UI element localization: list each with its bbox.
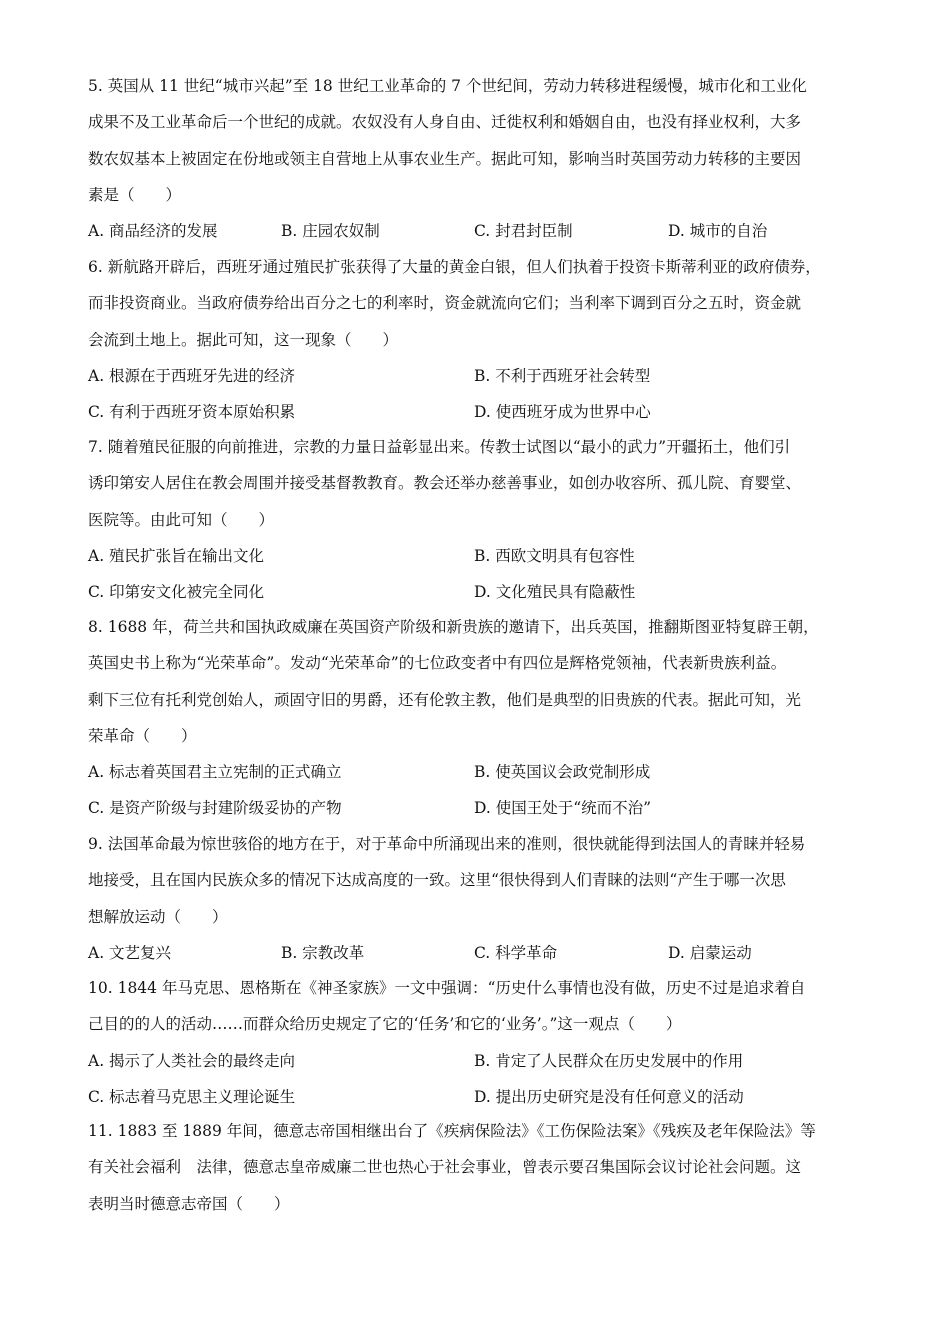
option-b: B. 宗教改革 bbox=[281, 943, 365, 962]
options-row bbox=[88, 538, 868, 574]
option-d: D. 文化殖民具有隐蔽性 bbox=[474, 582, 636, 601]
option-b: B. 肯定了人民群众在历史发展中的作用 bbox=[474, 1051, 744, 1070]
options-row bbox=[88, 213, 868, 249]
options-row bbox=[88, 790, 868, 826]
question-text-line: 有关社会福利 法律，德意志皇帝威廉二世也热心于社会事业，曾表示要召集国际会议讨论社会问题。这 bbox=[88, 1158, 802, 1177]
question-5 bbox=[88, 68, 868, 249]
question-text-line: 想解放运动（ ） bbox=[88, 907, 228, 926]
option-a: A. 商品经济的发展 bbox=[88, 222, 218, 241]
option-c: C. 标志着马克思主义理论诞生 bbox=[88, 1087, 296, 1106]
question-text-line: 荣革命（ ） bbox=[88, 726, 197, 745]
question-text-line: 8. 1688 年，荷兰共和国执政威廉在英国资产阶级和新贵族的邀请下，出兵英国，推翻斯图亚特复辟王朝， bbox=[88, 618, 819, 636]
question-text-line: 10. 1844 年马克思、恩格斯在《神圣家族》一文中强调：“历史什么事情也没有做，历史不过是追求着自 bbox=[88, 979, 806, 997]
option-d: D. 提出历史研究是没有任何意义的活动 bbox=[474, 1087, 744, 1106]
option-d: D. 城市的自治 bbox=[668, 222, 768, 241]
options-row bbox=[88, 935, 868, 971]
question-8 bbox=[88, 609, 868, 826]
question-text-line: 己目的的人的活动……而群众给历史规定了它的‘任务’和它的‘业务’。”这一观点（ ） bbox=[88, 1015, 682, 1034]
option-c: C. 印第安文化被完全同化 bbox=[88, 582, 265, 601]
question-text-line: 地接受，且在国内民族众多的情况下达成高度的一致。这里“很快得到人们青睐的法则“产生于哪一次思 bbox=[88, 871, 786, 890]
options-row bbox=[88, 394, 868, 430]
question-9 bbox=[88, 826, 868, 971]
options-row bbox=[88, 358, 868, 394]
question-text-line: 6. 新航路开辟后，西班牙通过殖民扩张获得了大量的黄金白银，但人们执着于投资卡斯蒂利亚的政府债券， bbox=[88, 258, 821, 276]
options-row bbox=[88, 1079, 868, 1115]
question-text-line: 5. 英国从 11 世纪“城市兴起”至 18 世纪工业革命的 7 个世纪间，劳动力转移进程缓慢，城市化和工业化 bbox=[88, 77, 807, 95]
question-text-line: 医院等。由此可知（ ） bbox=[88, 510, 275, 529]
question-7 bbox=[88, 429, 868, 610]
options-row bbox=[88, 574, 868, 610]
question-text-line: 7. 随着殖民征服的向前推进，宗教的力量日益彰显出来。传教士试图以“最小的武力”开疆拓土，他们引 bbox=[88, 438, 791, 456]
option-b: B. 不利于西班牙社会转型 bbox=[474, 366, 651, 385]
option-d: D. 使西班牙成为世界中心 bbox=[474, 402, 651, 421]
question-text-line: 英国史书上称为“光荣革命”。发动“光荣革命”的七位政变者中有四位是辉格党领袖，代表新贵族利益。 bbox=[88, 654, 787, 673]
question-text-line: 11. 1883 至 1889 年间，德意志帝国相继出台了《疾病保险法》《工伤保险法案》《残疾及老年保险法》等 bbox=[88, 1122, 816, 1140]
question-text-line: 9. 法国革命最为惊世骇俗的地方在于，对于革命中所涌现出来的准则，很快就能得到法国人的青睐并轻易 bbox=[88, 835, 806, 853]
option-c: C. 封君封臣制 bbox=[474, 222, 573, 241]
question-text-line: 成果不及工业革命后一个世纪的成就。农奴没有人身自由、迁徙权利和婚姻自由，也没有择业权利，大多 bbox=[88, 113, 802, 132]
option-a: A. 文艺复兴 bbox=[88, 943, 172, 962]
question-text-line: 诱印第安人居住在教会周围并接受基督教教育。教会还举办慈善事业，如创办收容所、孤儿院、育婴堂、 bbox=[88, 474, 802, 493]
option-d: D. 启蒙运动 bbox=[668, 943, 752, 962]
question-text-line: 素是（ ） bbox=[88, 185, 182, 204]
option-c: C. 有利于西班牙资本原始积累 bbox=[88, 402, 296, 421]
option-a: A. 揭示了人类社会的最终走向 bbox=[88, 1051, 296, 1070]
option-a: A. 殖民扩张旨在输出文化 bbox=[88, 546, 265, 565]
question-text-line: 表明当时德意志帝国（ ） bbox=[88, 1194, 290, 1213]
question-text-line: 剩下三位有托利党创始人，顽固守旧的男爵，还有伦敦主教，他们是典型的旧贵族的代表。据此可知，光 bbox=[88, 690, 802, 709]
option-c: C. 科学革命 bbox=[474, 943, 558, 962]
question-text-line: 会流到土地上。据此可知，这一现象（ ） bbox=[88, 330, 399, 349]
option-b: B. 西欧文明具有包容性 bbox=[474, 546, 635, 565]
option-d: D. 使国王处于“统而不治” bbox=[474, 799, 652, 818]
options-row bbox=[88, 754, 868, 790]
question-11 bbox=[88, 1113, 868, 1222]
question-text-line: 而非投资商业。当政府债券给出百分之七的利率时，资金就流向它们；当利率下调到百分之五时，资金就 bbox=[88, 294, 802, 313]
option-b: B. 使英国议会政党制形成 bbox=[474, 763, 651, 782]
option-b: B. 庄园农奴制 bbox=[281, 222, 380, 241]
question-6 bbox=[88, 249, 868, 430]
option-a: A. 标志着英国君主立宪制的正式确立 bbox=[88, 763, 342, 782]
question-10 bbox=[88, 970, 868, 1115]
option-c: C. 是资产阶级与封建阶级妥协的产物 bbox=[88, 799, 342, 818]
options-row bbox=[88, 1043, 868, 1079]
option-a: A. 根源在于西班牙先进的经济 bbox=[88, 366, 296, 385]
question-text-line: 数农奴基本上被固定在份地或领主自营地上从事农业生产。据此可知，影响当时英国劳动力转移的主要因 bbox=[88, 149, 802, 168]
